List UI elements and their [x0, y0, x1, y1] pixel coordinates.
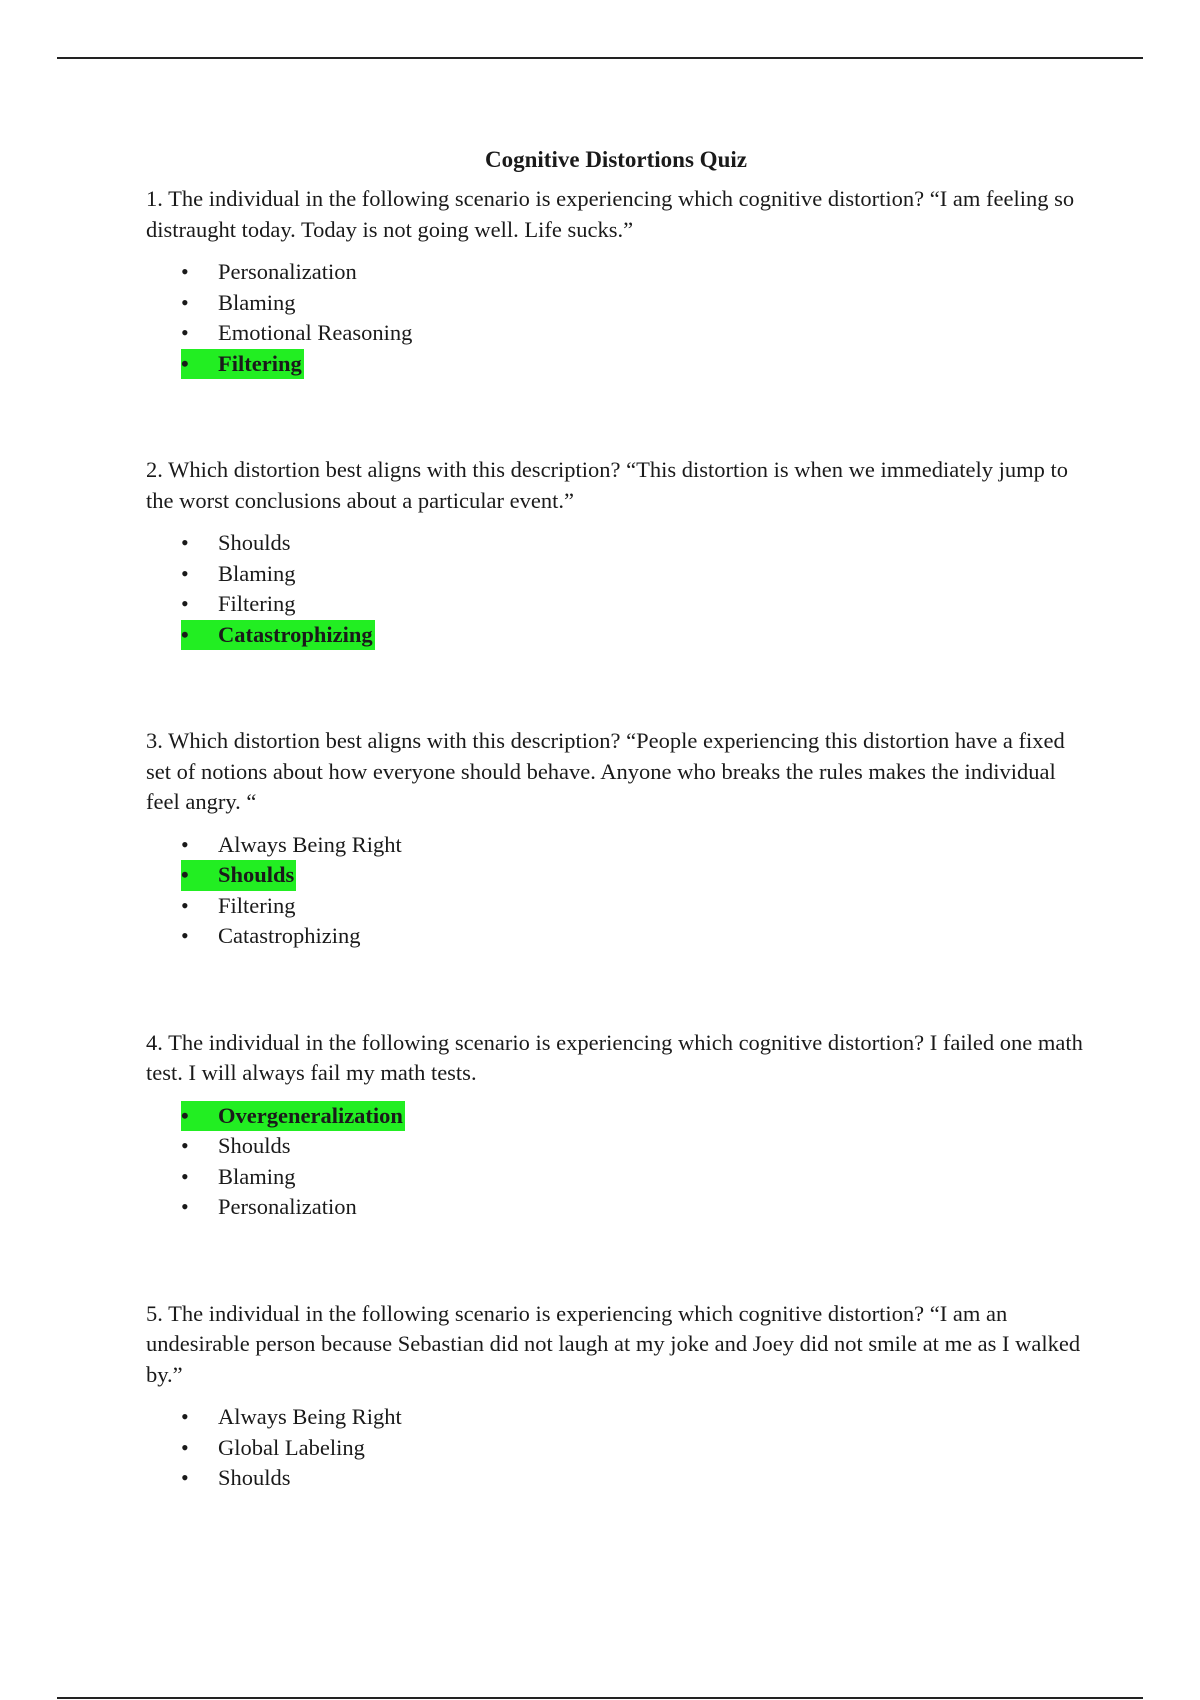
answer-option-content: [181, 1131, 291, 1162]
answer-option: [181, 1463, 1086, 1494]
answer-option-label: Filtering: [218, 892, 296, 918]
bullet-icon: •: [181, 350, 189, 376]
answer-option-content: [181, 528, 291, 559]
question-text: 2. Which distortion best aligns with this description? “This distortion is when we immediately jump to the worst conclusions about a particular event.”: [146, 457, 1068, 513]
bullet-icon: •: [181, 1163, 189, 1189]
answer-option-label: Filtering: [218, 350, 302, 376]
question-2: [146, 455, 1086, 650]
question-1: [146, 184, 1086, 379]
question-spacer: [146, 379, 1086, 455]
answer-option-highlighted: [181, 1101, 1086, 1132]
bullet-icon: •: [181, 621, 189, 647]
answer-option-content: [181, 830, 402, 861]
answer-option-label: Blaming: [218, 289, 296, 315]
answer-option-content: [181, 257, 357, 288]
answer-option-highlighted: [181, 349, 1086, 380]
answer-option: [181, 589, 1086, 620]
bullet-icon: •: [181, 259, 189, 284]
answer-option-content: [181, 860, 296, 891]
bullet-icon: •: [181, 1102, 189, 1128]
answer-option-content: [181, 1192, 357, 1223]
answer-options: [181, 1402, 1086, 1494]
answer-option-content: [181, 559, 296, 590]
bullet-icon: •: [181, 1404, 189, 1429]
bullet-icon: •: [181, 1465, 189, 1490]
question-5: [146, 1299, 1086, 1494]
answer-option-label: Overgeneralization: [218, 1102, 403, 1128]
answer-option: [181, 1131, 1086, 1162]
answer-option: [181, 559, 1086, 590]
answer-option: [181, 528, 1086, 559]
answer-option-content: [181, 620, 375, 651]
answer-option-label: Shoulds: [218, 530, 291, 555]
bullet-icon: •: [181, 320, 189, 345]
answer-option-label: Catastrophizing: [218, 923, 361, 948]
page-top-rule: [57, 57, 1143, 59]
answer-option: [181, 830, 1086, 861]
question-text: 5. The individual in the following scenario is experiencing which cognitive distortion? “I am an undesirable person because Sebastian did not laugh at my joke and Joey did not smile at me as I walked by.”: [146, 1300, 1081, 1387]
answer-option-content: [181, 1463, 291, 1494]
answer-option-content: [181, 1162, 296, 1193]
answer-option: [181, 1433, 1086, 1464]
answer-option: [181, 1162, 1086, 1193]
answer-option-label: Shoulds: [218, 1133, 291, 1158]
page-bottom-rule: [57, 1697, 1143, 1699]
question-list: [146, 184, 1086, 1494]
answer-option: [181, 288, 1086, 319]
question-spacer: [146, 1223, 1086, 1299]
bullet-icon: •: [181, 1194, 189, 1219]
answer-options: [181, 528, 1086, 650]
bullet-icon: •: [181, 1133, 189, 1158]
answer-option-label: Catastrophizing: [218, 621, 373, 647]
answer-option-content: [181, 1433, 365, 1464]
answer-option-label: Personalization: [218, 259, 357, 284]
answer-options: [181, 830, 1086, 952]
answer-option-content: [181, 891, 296, 922]
answer-option-label: Global Labeling: [218, 1434, 365, 1460]
question-spacer: [146, 952, 1086, 1028]
bullet-icon: •: [181, 923, 189, 948]
question-4: [146, 1028, 1086, 1223]
answer-option-content: [181, 1402, 402, 1433]
answer-option-content: [181, 921, 360, 952]
answer-option-content: [181, 288, 296, 319]
answer-option-label: Shoulds: [218, 862, 295, 887]
question-3: [146, 726, 1086, 952]
bullet-icon: •: [181, 1434, 189, 1460]
quiz-document: [146, 140, 1086, 1494]
answer-option: [181, 921, 1086, 952]
answer-options: [181, 1101, 1086, 1223]
answer-options: [181, 257, 1086, 379]
answer-option: [181, 1402, 1086, 1433]
answer-option-label: Blaming: [218, 1163, 296, 1189]
bullet-icon: •: [181, 560, 189, 586]
answer-option-content: [181, 589, 296, 620]
bullet-icon: •: [181, 289, 189, 315]
bullet-icon: •: [181, 862, 189, 887]
answer-option-label: Always Being Right: [218, 1404, 402, 1429]
answer-option-label: Blaming: [218, 560, 296, 586]
answer-option: [181, 318, 1086, 349]
answer-option-content: [181, 1101, 405, 1132]
answer-option: [181, 257, 1086, 288]
document-title: Cognitive Distortions Quiz: [485, 147, 747, 172]
bullet-icon: •: [181, 591, 189, 616]
answer-option-label: Emotional Reasoning: [218, 320, 413, 345]
bullet-icon: •: [181, 892, 189, 918]
bullet-icon: •: [181, 530, 189, 555]
answer-option-label: Shoulds: [218, 1465, 291, 1490]
answer-option: [181, 1192, 1086, 1223]
answer-option: [181, 891, 1086, 922]
answer-option-label: Filtering: [218, 591, 296, 616]
answer-option-content: [181, 318, 412, 349]
question-text: 3. Which distortion best aligns with this description? “People experiencing this distortion have a fixed set of notions about how everyone should behave. Anyone who breaks the rules makes the individual feel angry. “: [146, 728, 1065, 814]
answer-option-label: Always Being Right: [218, 831, 402, 857]
answer-option-label: Personalization: [218, 1194, 357, 1219]
question-spacer: [146, 650, 1086, 726]
answer-option-highlighted: [181, 860, 1086, 891]
bullet-icon: •: [181, 831, 189, 857]
question-text: 1. The individual in the following scenario is experiencing which cognitive distortion? “I am feeling so distraught today. Today is not going well. Life sucks.”: [146, 186, 1075, 242]
answer-option-highlighted: [181, 620, 1086, 651]
answer-option-content: [181, 349, 304, 380]
question-text: 4. The individual in the following scenario is experiencing which cognitive distortion? I failed one math test. I will always fail my math tests.: [146, 1029, 1083, 1085]
